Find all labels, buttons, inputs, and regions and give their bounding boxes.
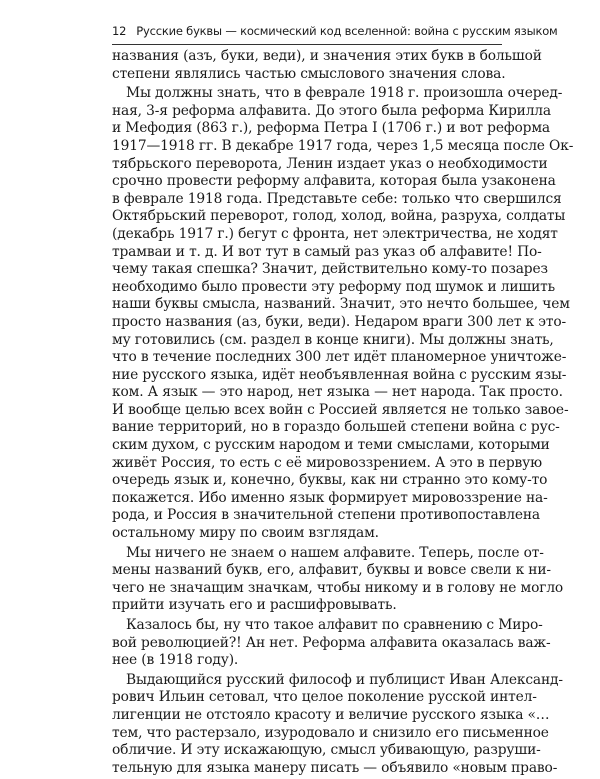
body-text [112, 48, 574, 779]
text-line: нее (в 1918 году). [112, 652, 239, 669]
text-line: трамваи и т. д. И вот тут в самый раз указ об алфавите! По- [112, 243, 542, 260]
text-line: ние русского языка, идёт необъявленная война с русским язы- [112, 366, 567, 383]
text-line: прийти изучать его и расшифровывать. [112, 597, 397, 614]
text-line: в феврале 1918 года. Представьте себе: только что свершился [112, 190, 562, 207]
text-line: необходимо было провести эту реформу под шумок и лишить [112, 278, 555, 295]
text-line: 1917—1918 гг. В декабре 1917 года, через 1,5 месяца после Ок- [112, 137, 574, 154]
text-line: наши буквы смысла, названий. Значит, это нечто большее, чем [112, 296, 570, 313]
text-line: рода, и Россия в значительной степени противопоставлена [112, 507, 540, 524]
running-title: Русские буквы — космический код вселенной: война с русским языком [136, 24, 558, 38]
text-line: Мы должны знать, что в феврале 1918 г. произошла очеред- [126, 85, 563, 102]
text-line: Выдающийся русский философ и публицист Иван Александ- [126, 671, 563, 688]
text-line: Казалось бы, ну что такое алфавит по сравнению с Миро- [126, 617, 543, 633]
text-line: ским духом, с русским народом и теми смыслами, которыми [112, 437, 550, 454]
header-rule [112, 44, 502, 45]
text-line: и Мефодия (863 г.), реформа Петра I (1706 г.) и вот реформа [112, 120, 550, 137]
paragraph [112, 48, 542, 83]
text-line: му готовились (см. раздел в конце книги). Мы должны знать, [112, 331, 554, 348]
running-header [112, 24, 558, 38]
text-line: лигенции не отстояло красоту и величие русского языка «… [112, 706, 550, 723]
paragraph [112, 617, 551, 670]
text-line: вой революцией?! Ан нет. Реформа алфавита оказалась важ- [112, 634, 551, 651]
text-line: рович Ильин сетовал, что целое поколение русской интел- [112, 689, 537, 706]
text-line: названия (азъ, буки, веди), и значения этих букв в большой [112, 48, 542, 64]
text-line: очередь язык и, конечно, буквы, как ни странно это кому-то [112, 472, 548, 489]
paragraph [112, 544, 564, 615]
text-line: тельную для языка манеру писать — объявило «новым право- [112, 759, 558, 776]
text-line: (декабрь 1917 г.) бегут с фронта, нет электричества, не ходят [112, 225, 558, 242]
text-line: живёт Россия, то есть с её мировоззрением. А это в первую [112, 454, 542, 471]
text-line: Октябрьский переворот, голод, холод, война, разруха, солдаты [112, 208, 566, 225]
text-line: И вообще целью всех войн с Россией является не только завое- [112, 401, 569, 418]
text-line: обличие. И эту искажающую, смысл убивающую, разруши- [112, 742, 541, 759]
text-line: остальному миру по своим взглядам. [112, 525, 379, 542]
text-line: покажется. Ибо именно язык формирует мировоззрение на- [112, 489, 548, 506]
text-line: срочно провести реформу алфавита, которая была узаконена [112, 173, 556, 190]
paragraph [112, 671, 563, 778]
text-line: чему такая спешка? Значит, действительно кому-то позарез [112, 261, 548, 278]
text-line: просто названия (аз, буки, веди). Недаром враги 300 лет к это- [112, 313, 567, 330]
text-line: чего не значащим значкам, чтобы никому и в голову не могло [112, 579, 564, 596]
text-line: степени являлись частью смыслового значения слова. [112, 65, 506, 82]
text-line: вание территорий, но в гораздо большей степени война с рус- [112, 419, 560, 436]
text-line: мены названий букв, его, алфавит, буквы и вовсе свели к ни- [112, 562, 551, 579]
text-line: Мы ничего не знаем о нашем алфавите. Теперь, после от- [126, 544, 544, 561]
text-line: ная, 3-я реформа алфавита. До этого была реформа Кирилла [112, 102, 552, 119]
text-line: тем, что растерзало, изуродовало и снизило его письменное [112, 724, 549, 741]
text-line: тябрьского переворота, Ленин издает указ о необходимости [112, 155, 548, 172]
paragraph [112, 85, 574, 542]
text-line: ком. А язык — это народ, нет языка — нет народа. Так просто. [112, 384, 563, 401]
text-line: что в течение последних 300 лет идёт планомерное уничтоже- [112, 349, 567, 366]
page-number: 12 [112, 24, 127, 38]
